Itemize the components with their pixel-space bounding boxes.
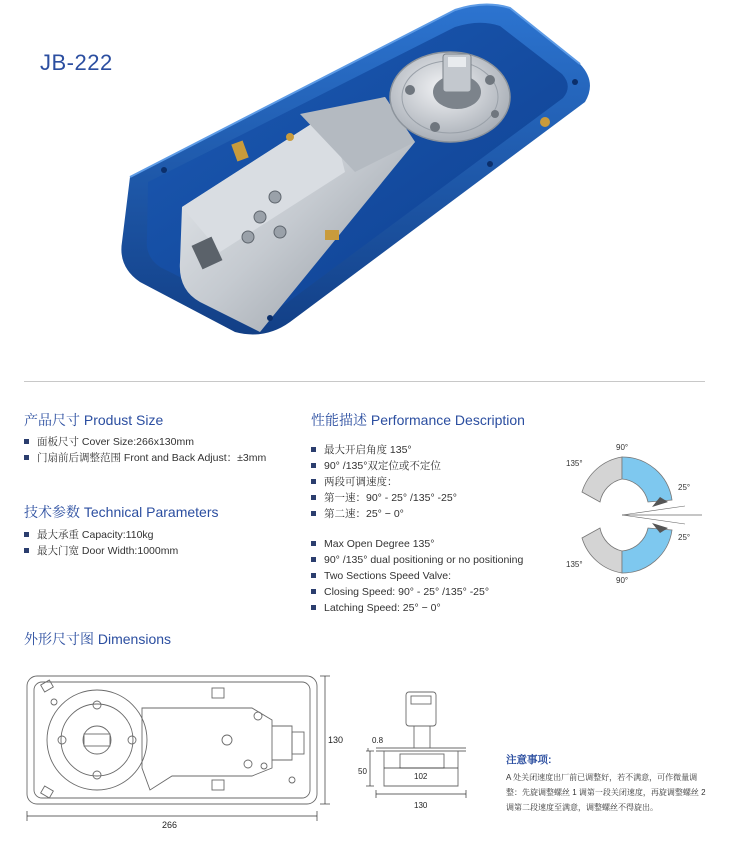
angle-sector-lower-gray — [582, 528, 622, 573]
notes-block — [506, 752, 706, 815]
list-item: 最大门宽 Door Width:1000mm — [24, 543, 294, 559]
angle-label: 90° — [616, 576, 629, 585]
angle-label: 25° — [678, 533, 691, 542]
dim-height-label: 130 — [328, 735, 344, 745]
list-item: 两段可调速度： — [311, 474, 561, 490]
list-item: 面板尺寸 Cover Size:266x130mm — [24, 434, 294, 450]
angle-sector-upper-gray — [582, 457, 622, 502]
angle-label: 135° — [566, 459, 583, 468]
dim-width-label: 266 — [162, 820, 178, 830]
notes-title: 注意事项: — [506, 754, 552, 766]
tech-list — [24, 527, 294, 559]
section-divider — [24, 381, 705, 382]
list-item: Max Open Degree 135° — [311, 536, 571, 552]
opening-angle-diagram — [560, 440, 710, 590]
dim-outer-label: 130 — [414, 801, 428, 810]
tech-title-cn: 技术参数 — [24, 504, 80, 520]
list-item: 最大开启角度 135° — [311, 442, 561, 458]
dimension-drawing-top — [22, 668, 357, 836]
list-item: 90° /135° dual positioning or no positioning — [311, 552, 571, 568]
size-title-cn: 产品尺寸 — [24, 412, 80, 428]
size-section-title — [24, 410, 163, 430]
list-item: Two Sections Speed Valve: — [311, 568, 571, 584]
dim-inner-label: 102 — [414, 772, 428, 781]
dimension-drawing-side — [356, 686, 486, 814]
angle-sector-lower-blue — [622, 528, 672, 573]
dim-thickness-label: 0.8 — [372, 736, 384, 745]
perf-title-en: Performance Description — [370, 412, 525, 428]
pivot-line — [622, 506, 685, 515]
list-item: 第二速：25° − 0° — [311, 506, 561, 522]
perf-section-title — [311, 410, 525, 430]
dim-side-height-label: 50 — [358, 767, 367, 776]
list-item: Latching Speed: 25° − 0° — [311, 600, 571, 616]
notes-text: A 处关闭速度出厂前已调整好，若不满意，可作微量调整：先旋调整螺丝 1 调第一段关闭速度，再旋调整螺丝 2 调第二段速度至满意，调整螺丝不得旋出。 — [506, 773, 706, 812]
angle-label: 90° — [616, 443, 629, 452]
list-item: 最大承重 Capacity:110kg — [24, 527, 294, 543]
perf-list-en — [311, 536, 571, 616]
size-list — [24, 434, 294, 466]
dimensions-title-cn: 外形尺寸图 — [24, 631, 94, 647]
dimensions-section-title — [24, 629, 171, 649]
angle-label: 25° — [678, 483, 691, 492]
tech-title-en: Technical Parameters — [83, 504, 219, 520]
perf-title-cn: 性能描述 — [311, 412, 367, 428]
list-item: 第一速：90° - 25° /135° -25° — [311, 490, 561, 506]
product-photo — [100, 2, 620, 347]
size-title-en: Produst Size — [83, 412, 164, 428]
angle-label: 135° — [566, 560, 583, 569]
angle-sector-upper-blue — [622, 457, 672, 502]
dimensions-title-en: Dimensions — [97, 631, 172, 647]
perf-list-cn — [311, 442, 561, 522]
model-code: JB-222 — [40, 50, 113, 75]
list-item: 90° /135°双定位或不定位 — [311, 458, 561, 474]
list-item: Closing Speed: 90° - 25° /135° -25° — [311, 584, 571, 600]
list-item: 门扇前后调整范围 Front and Back Adjust：±3mm — [24, 450, 294, 466]
pivot-line — [622, 515, 685, 524]
tech-section-title — [24, 502, 219, 522]
